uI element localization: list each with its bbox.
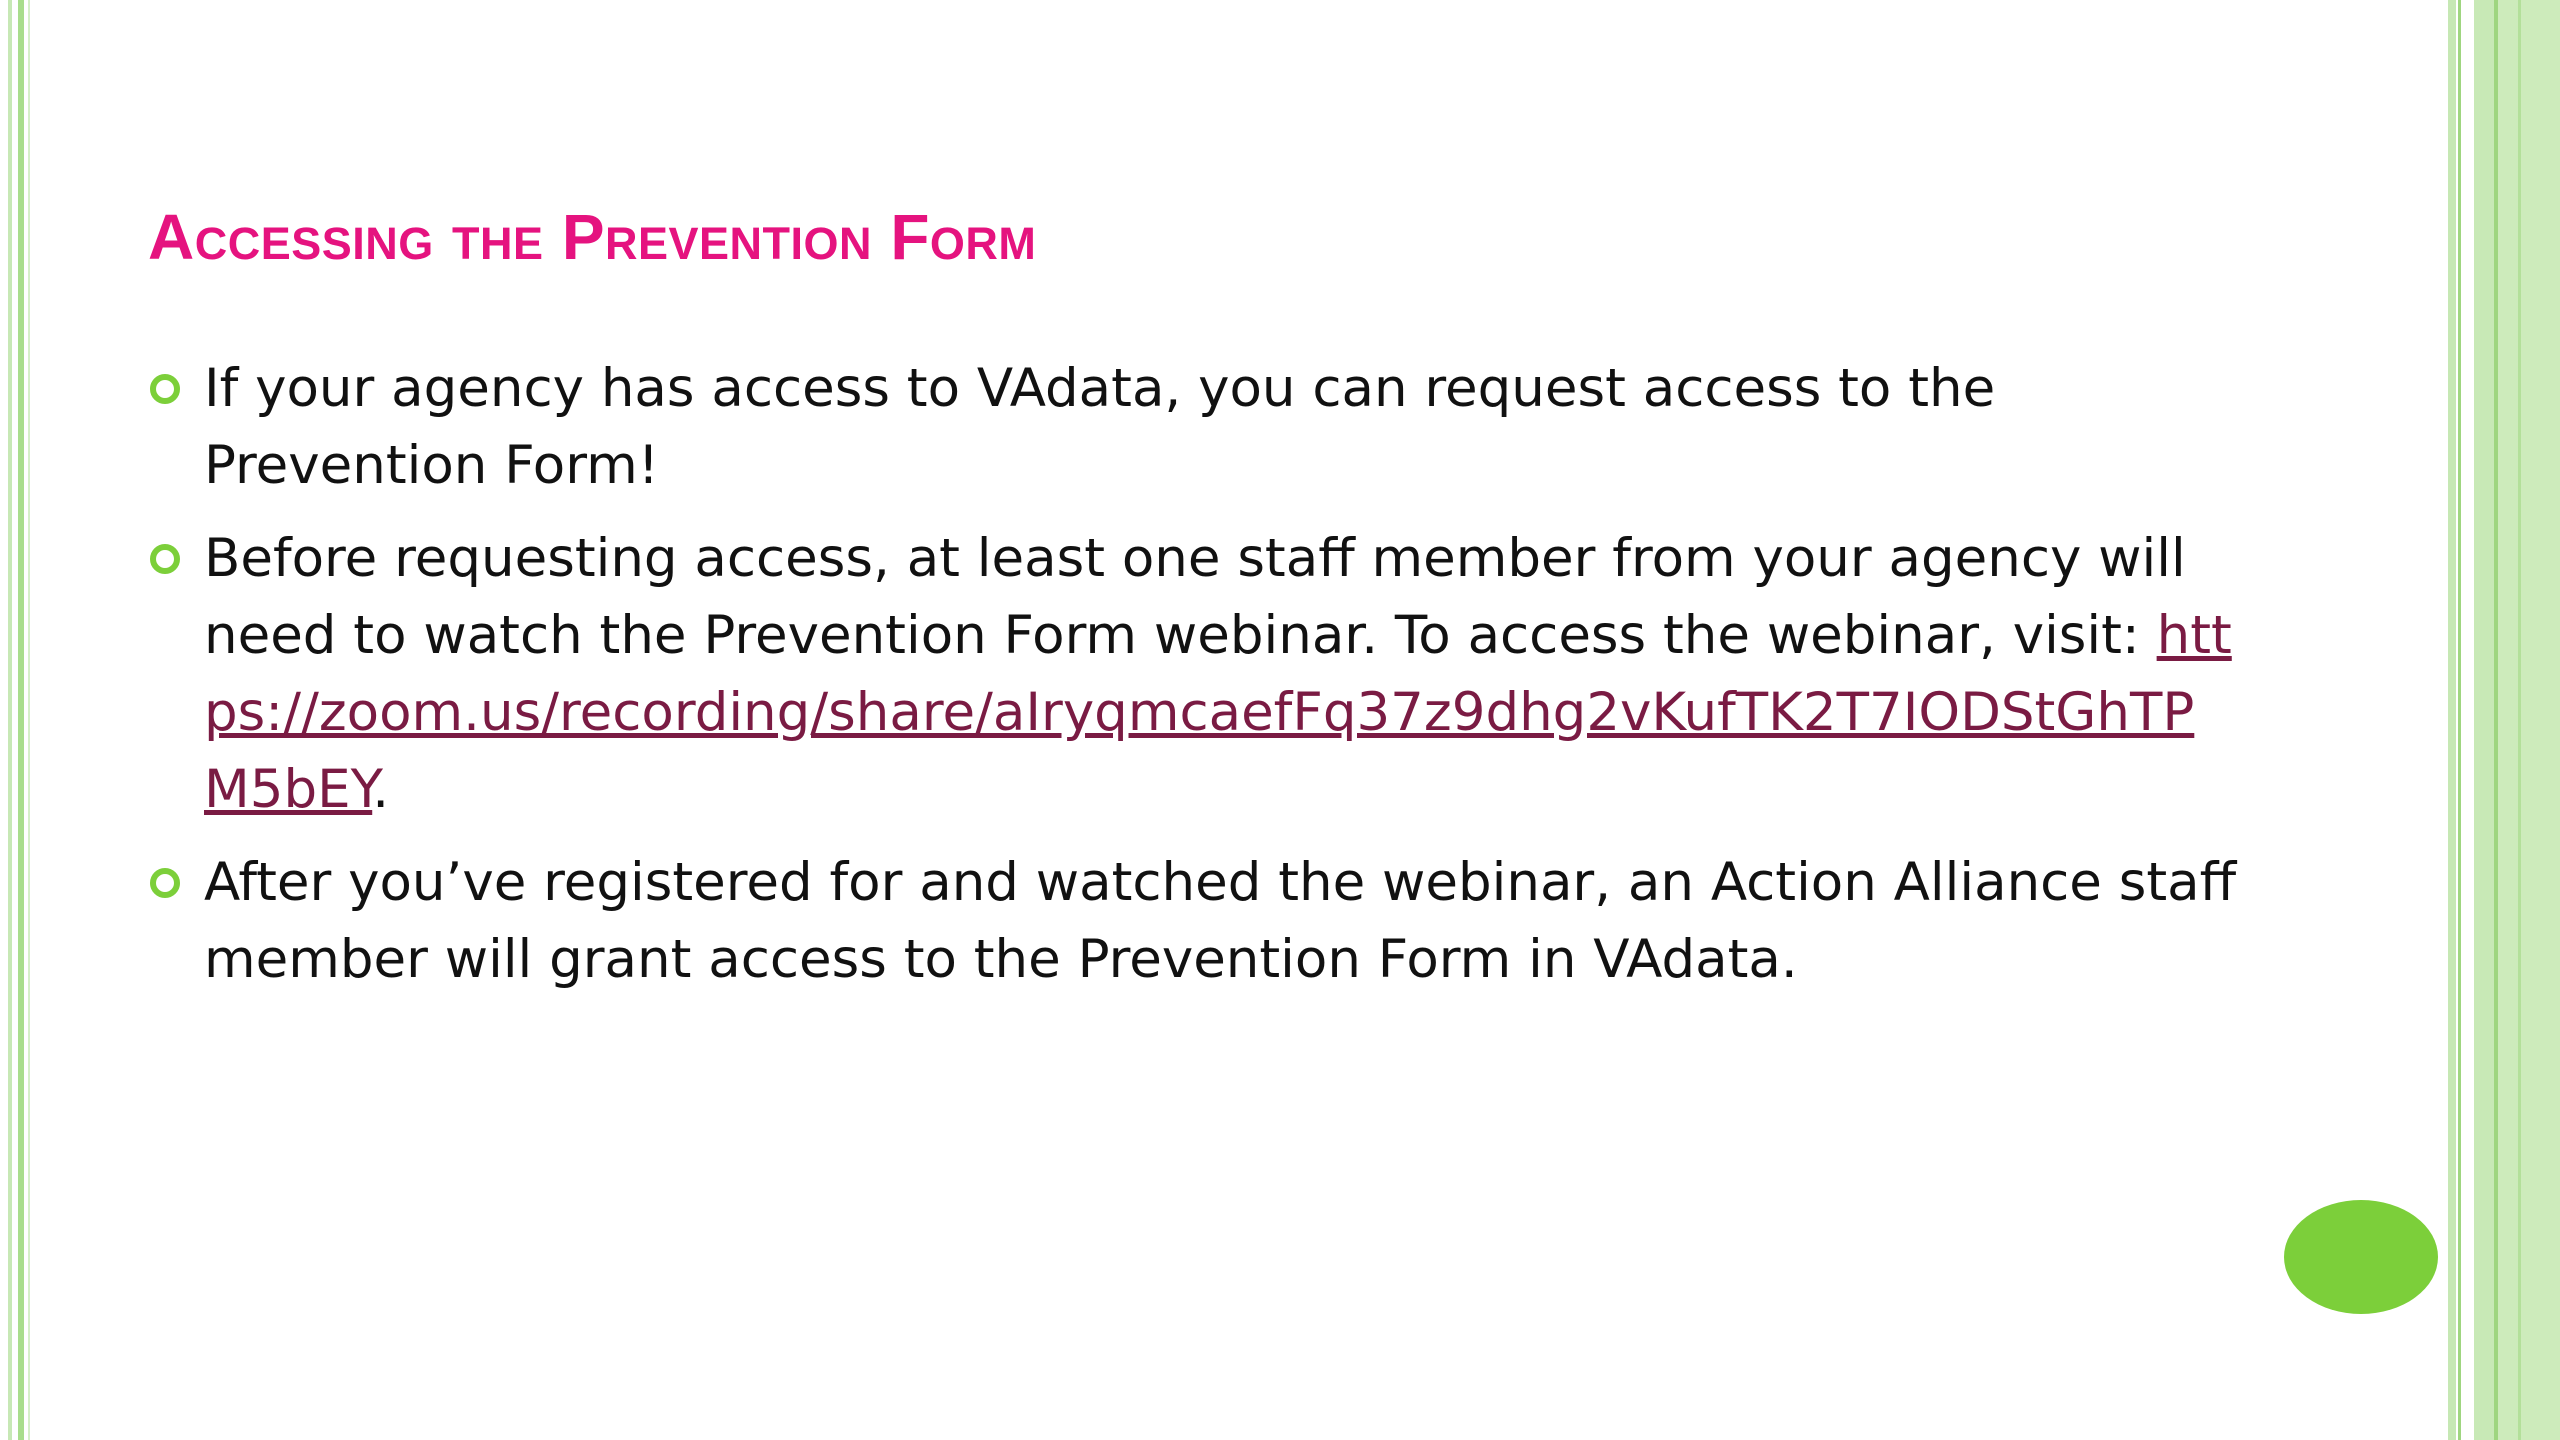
bullet-text-suffix: .	[372, 759, 390, 820]
left-border-line	[28, 0, 30, 1440]
webinar-link[interactable]: https://zoom.us/recording/share/aIryqmcaefFq37z9dhg2vKufTK2T7IODStGhTPM5bEY	[204, 605, 2232, 820]
right-border-line	[2448, 0, 2456, 1440]
bullet-item	[148, 520, 2238, 828]
hollow-circle-bullet-icon	[150, 868, 180, 898]
bullet-item	[148, 844, 2238, 998]
bullet-text: If your agency has access to VAdata, you can request access to the Prevention Form!	[204, 358, 1996, 496]
hollow-circle-bullet-icon	[150, 374, 180, 404]
bullet-list	[148, 350, 2238, 1014]
right-border-line	[2458, 0, 2461, 1440]
bullet-item	[148, 350, 2238, 504]
slide-title: Accessing the Prevention Form	[148, 201, 1037, 273]
left-border-line	[18, 0, 24, 1440]
hollow-circle-bullet-icon	[150, 544, 180, 574]
right-border-block	[2474, 0, 2494, 1440]
right-border-block	[2498, 0, 2560, 1440]
green-oval-icon	[2284, 1200, 2438, 1314]
bullet-text: After you’ve registered for and watched the webinar, an Action Alliance staff member will grant access to the Prevention Form in VAdata.	[204, 852, 2237, 990]
right-border-line	[2518, 0, 2521, 1440]
bullet-text: Before requesting access, at least one staff member from your agency will need to watch the Prevention Form webinar. To access the webinar, visit:	[204, 528, 2186, 666]
left-border-line	[8, 0, 12, 1440]
